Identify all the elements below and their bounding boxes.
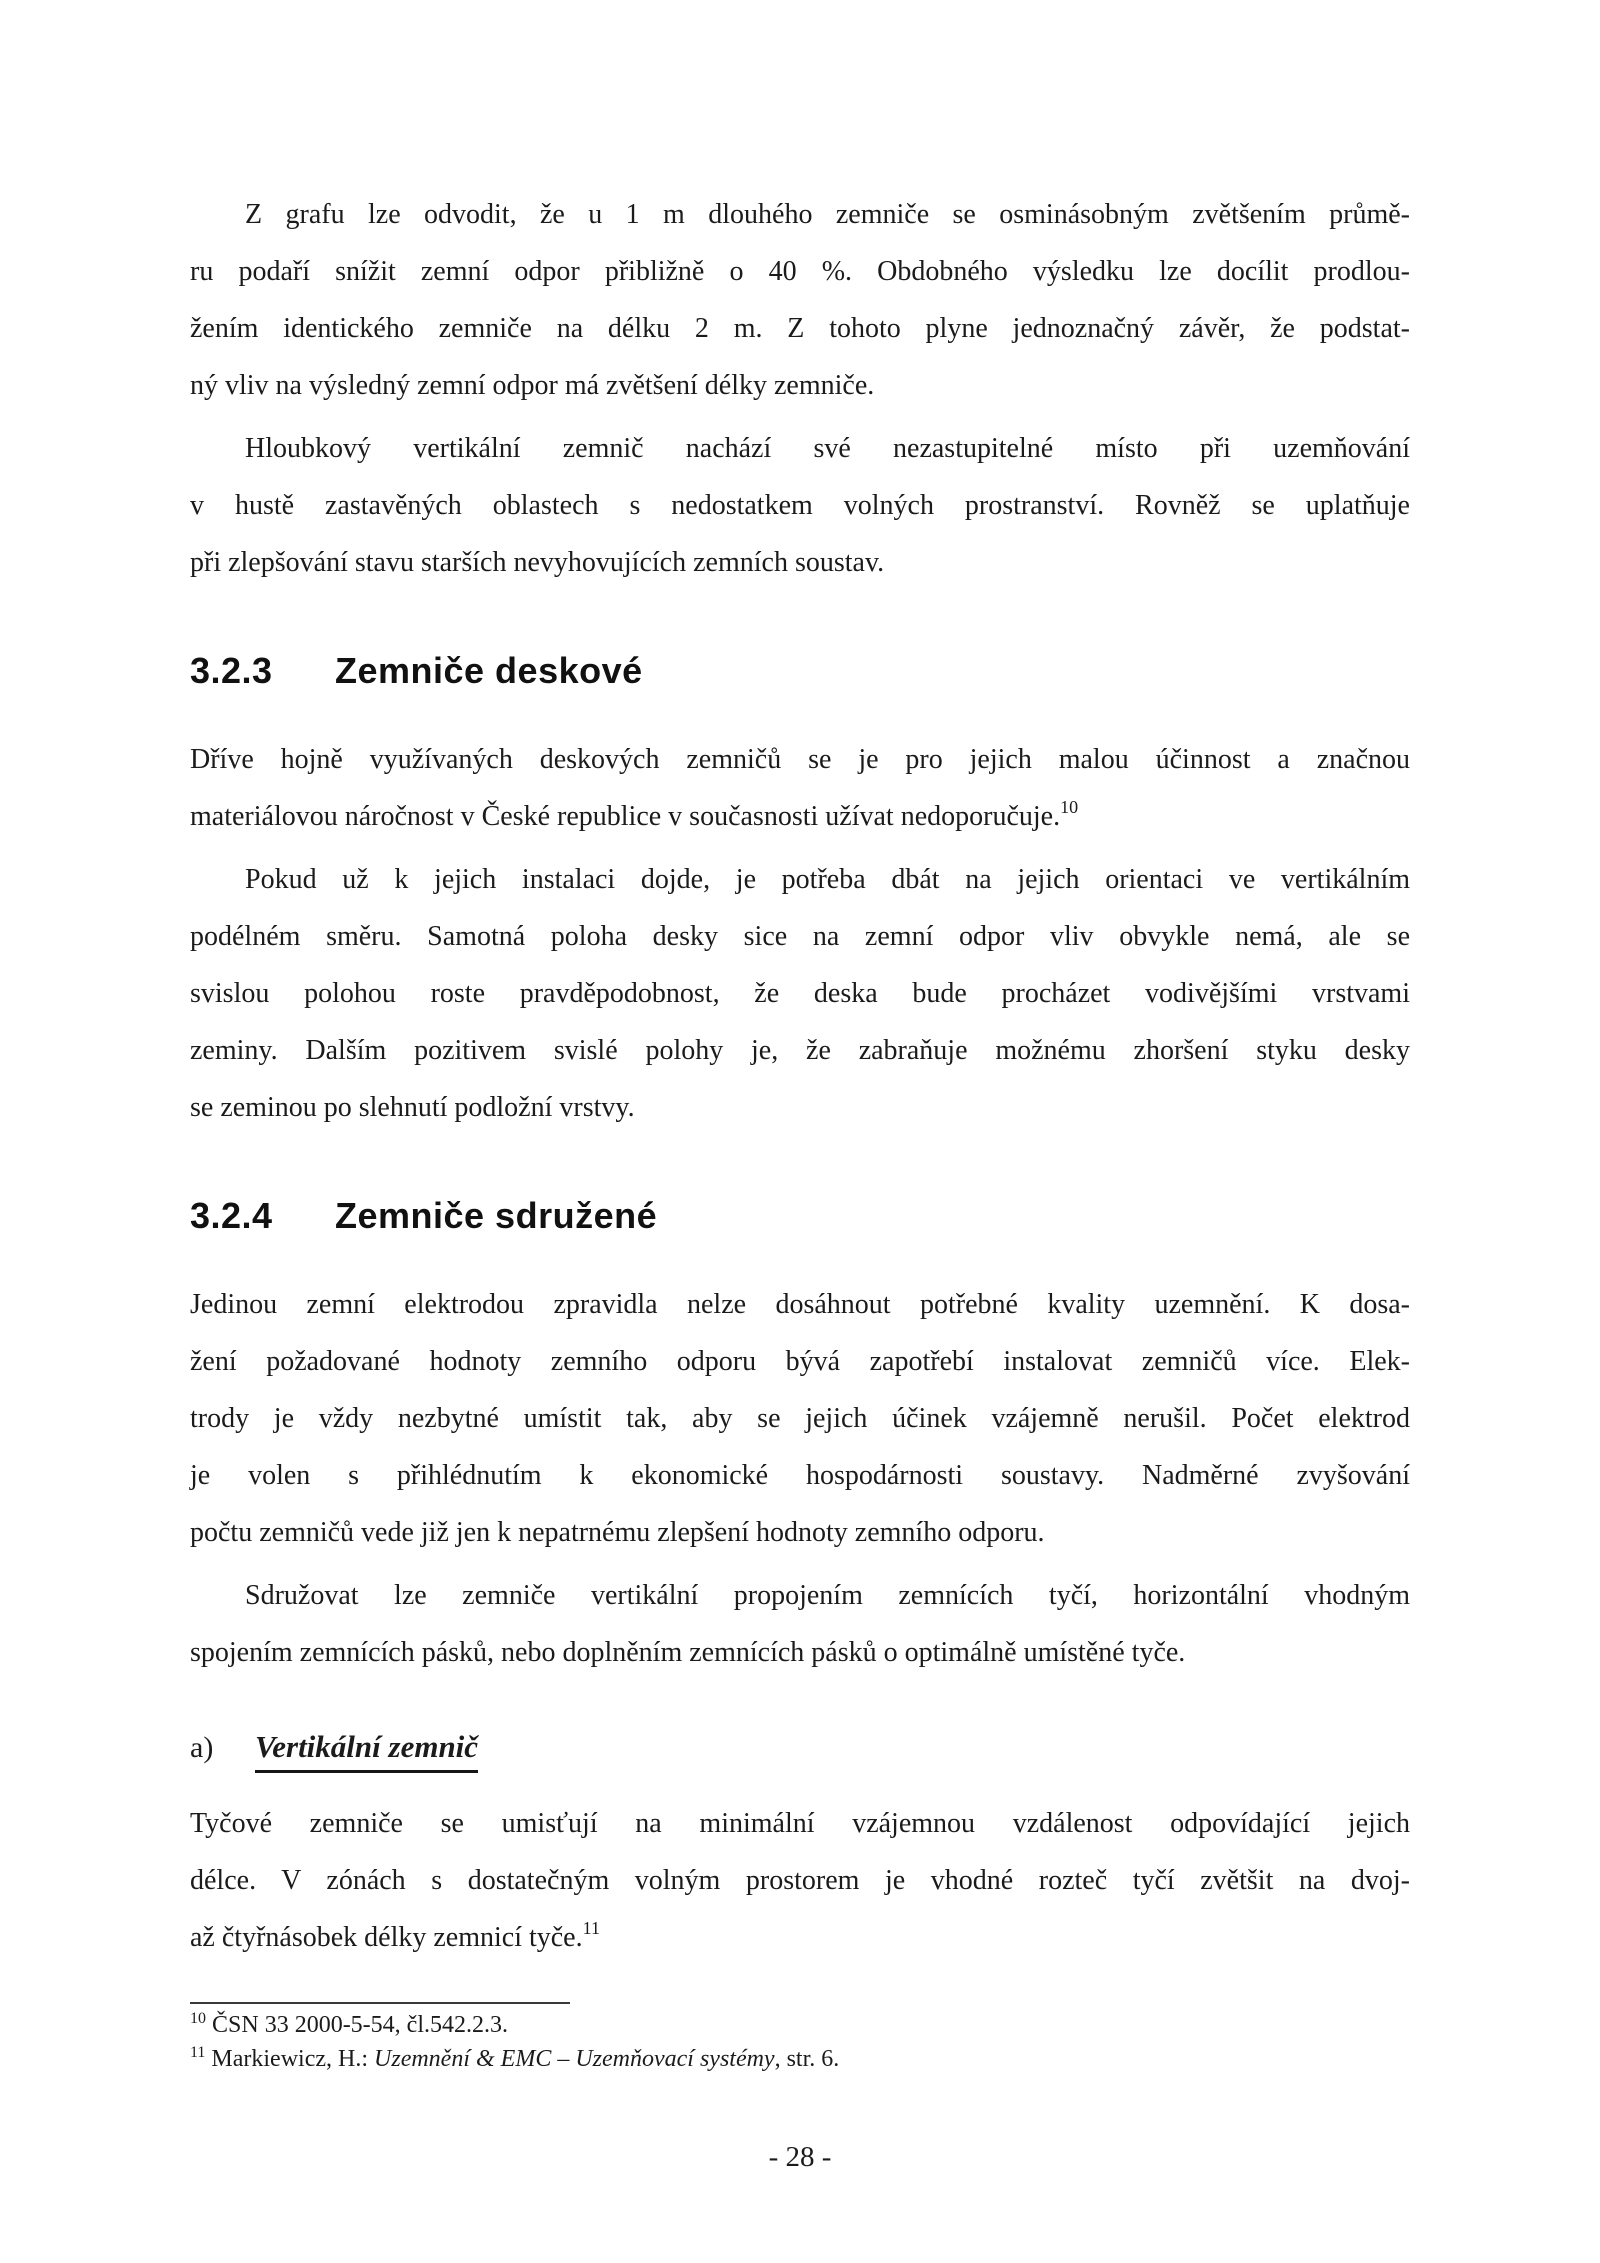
text-line: podélném směru. Samotná poloha desky sice na zemní odpor vliv obvykle nemá, ale se xyxy=(190,921,1410,952)
text-line xyxy=(190,1909,1410,1966)
section-title: Zemniče deskové xyxy=(335,650,643,691)
text-line: se zeminou po slehnutí podložní vrstvy. xyxy=(190,1092,635,1123)
footnote-marker: 10 xyxy=(190,2010,206,2027)
text-line: délce. V zónách s dostatečným volným prostorem je vhodné rozteč tyčí zvětšit na dvoj- xyxy=(190,1865,1410,1896)
footnote-list xyxy=(190,2008,1410,2076)
footnote-marker: 11 xyxy=(190,2044,206,2061)
footnote-text: Markiewicz, H.: xyxy=(211,2046,375,2072)
text-line: Sdružovat lze zemniče vertikální propojením zemnících tyčí, horizontální vhodným xyxy=(245,1580,1410,1611)
text-line: zeminy. Dalším pozitivem svislé polohy je, že zabraňuje možnému zhoršení styku desky xyxy=(190,1035,1410,1066)
text-line xyxy=(190,788,1410,845)
footnote-10 xyxy=(190,2008,1410,2042)
text-line: žení požadované hodnoty zemního odporu bývá zapotřebí instalovat zemničů více. Elek- xyxy=(190,1346,1410,1377)
footnotes xyxy=(190,2002,1410,2076)
text-line: při zlepšování stavu starších nevyhovujících zemních soustav. xyxy=(190,547,885,578)
text-line: ru podaří snížit zemní odpor přibližně o 40 %. Obdobného výsledku lze docílit prodlou- xyxy=(190,256,1410,287)
body-paragraph xyxy=(190,1276,1410,1561)
subsection-title: Vertikální zemnič xyxy=(255,1727,478,1773)
subsection-heading-a xyxy=(190,1727,1410,1773)
text-line: Dříve hojně využívaných deskových zemničů se je pro jejich malou účinnost a značnou xyxy=(190,744,1410,775)
text-line: spojením zemnících pásků, nebo doplněním zemnících pásků o optimálně umístěné tyče. xyxy=(190,1637,1186,1668)
text-line: trody je vždy nezbytné umístit tak, aby se jejich účinek vzájemně nerušil. Počet elektrod xyxy=(190,1403,1410,1434)
footnote-text: , str. 6. xyxy=(774,2046,840,2072)
section-heading-3-2-4 xyxy=(190,1194,1410,1238)
body-paragraph xyxy=(190,186,1410,414)
text-line: Z grafu lze odvodit, že u 1 m dlouhého zemniče se osminásobným zvětšením průmě- xyxy=(245,199,1410,230)
text-column xyxy=(190,0,1410,2174)
text-line: ný vliv na výsledný zemní odpor má zvětšení délky zemniče. xyxy=(190,370,875,401)
subsection-letter: a) xyxy=(190,1731,214,1764)
text-line: Hloubkový vertikální zemnič nachází své nezastupitelné místo při uzemňování xyxy=(245,433,1410,464)
footnote-text: ČSN 33 2000-5-54, čl.542.2.3. xyxy=(212,2012,508,2038)
footnote-11 xyxy=(190,2042,1410,2076)
section-number: 3.2.4 xyxy=(190,1195,273,1236)
body-paragraph xyxy=(190,1567,1410,1681)
text-line: žením identického zemniče na délku 2 m. Z tohoto plyne jednoznačný závěr, že podstat- xyxy=(190,313,1410,344)
body-paragraph xyxy=(190,420,1410,591)
text-line: svislou polohou roste pravděpodobnost, že deska bude procházet vodivějšími vrstvami xyxy=(190,978,1410,1009)
footnote-separator xyxy=(190,2002,570,2004)
text-line: Pokud už k jejich instalaci dojde, je potřeba dbát na jejich orientaci ve vertikálním xyxy=(245,864,1410,895)
text-line: počtu zemničů vede již jen k nepatrnému zlepšení hodnoty zemního odporu. xyxy=(190,1517,1045,1548)
text-line: v hustě zastavěných oblastech s nedostatkem volných prostranství. Rovněž se uplatňuje xyxy=(190,490,1410,521)
footnote-reference: 11 xyxy=(582,1918,600,1938)
text-segment: materiálovou náročnost v České republice v současnosti užívat nedoporučuje. xyxy=(190,801,1061,832)
footnote-citation-title: Uzemnění & EMC – Uzemňovací systémy xyxy=(374,2046,775,2072)
text-line: Jedinou zemní elektrodou zpravidla nelze dosáhnout potřebné kvality uzemnění. K dosa- xyxy=(190,1289,1410,1320)
section-number: 3.2.3 xyxy=(190,650,273,691)
page-number: - 28 - xyxy=(768,2141,832,2173)
section-heading-3-2-3 xyxy=(190,649,1410,693)
footnote-reference: 10 xyxy=(1060,797,1079,817)
body-paragraph xyxy=(190,851,1410,1136)
text-line: Tyčové zemniče se umisťují na minimální vzájemnou vzdálenost odpovídající jejich xyxy=(190,1808,1410,1839)
body-paragraph xyxy=(190,731,1410,845)
text-line: je volen s přihlédnutím k ekonomické hospodárnosti soustavy. Nadměrné zvyšování xyxy=(190,1460,1410,1491)
text-segment: až čtyřnásobek délky zemnicí tyče. xyxy=(190,1922,583,1953)
body-paragraph xyxy=(190,1795,1410,1966)
section-title: Zemniče sdružené xyxy=(335,1195,658,1236)
